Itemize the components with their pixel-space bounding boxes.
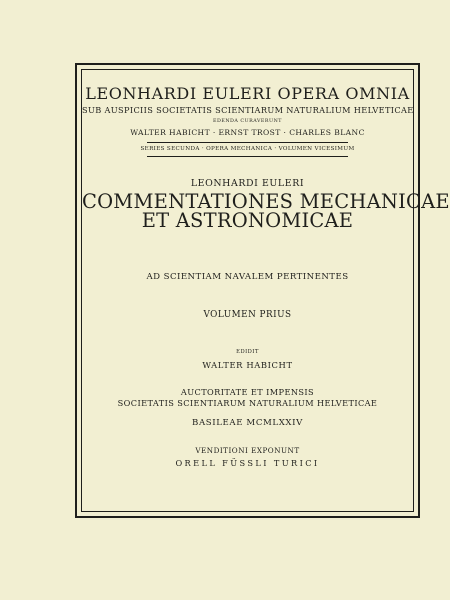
work-subtitle: AD SCIENTIAM NAVALEM PERTINENTES <box>146 272 349 282</box>
title-page-inner-border <box>81 69 450 512</box>
edidit-label: EDIDIT <box>236 349 259 355</box>
edenda-curaverunt: EDENDA CURAVERUNT <box>213 119 282 124</box>
venditioni-exponunt: VENDITIONI EXPONUNT <box>195 446 300 455</box>
place-and-year: BASILEAE MCMLXXIV <box>192 418 303 428</box>
volume-label: VOLUMEN PRIUS <box>203 310 292 320</box>
auctoritate-line-2: SOCIETATIS SCIENTIARUM NATURALIUM HELVETICAE <box>117 397 378 408</box>
series-rule-top <box>147 142 348 143</box>
series-title: LEONHARDI EULERI OPERA OMNIA <box>85 84 410 103</box>
auctoritate-block <box>82 387 413 408</box>
volume-editor: WALTER HABICHT <box>202 360 293 370</box>
series-editors: WALTER HABICHT · ERNST TROST · CHARLES BLANC <box>130 128 365 137</box>
main-title-line-1: COMMENTATIONES MECHANICAE <box>82 190 450 213</box>
main-title-line-2: ET ASTRONOMICAE <box>141 209 354 232</box>
series-subtitle: SUB AUSPICIIS SOCIETATIS SCIENTIARUM NATURALIUM HELVETICAE <box>82 105 414 115</box>
publisher-name: ORELL FÜSSLI TURICI <box>175 458 320 468</box>
auctoritate-line-1: AUCTORITATE ET IMPENSIS <box>180 387 315 397</box>
series-info: SERIES SECUNDA · OPERA MECHANICA · VOLUMEN VICESIMUM <box>140 146 355 152</box>
title-page-outer-border <box>75 63 450 518</box>
main-title <box>82 190 450 232</box>
series-rule-bottom <box>147 156 348 157</box>
author-name: LEONHARDI EULERI <box>190 178 305 189</box>
